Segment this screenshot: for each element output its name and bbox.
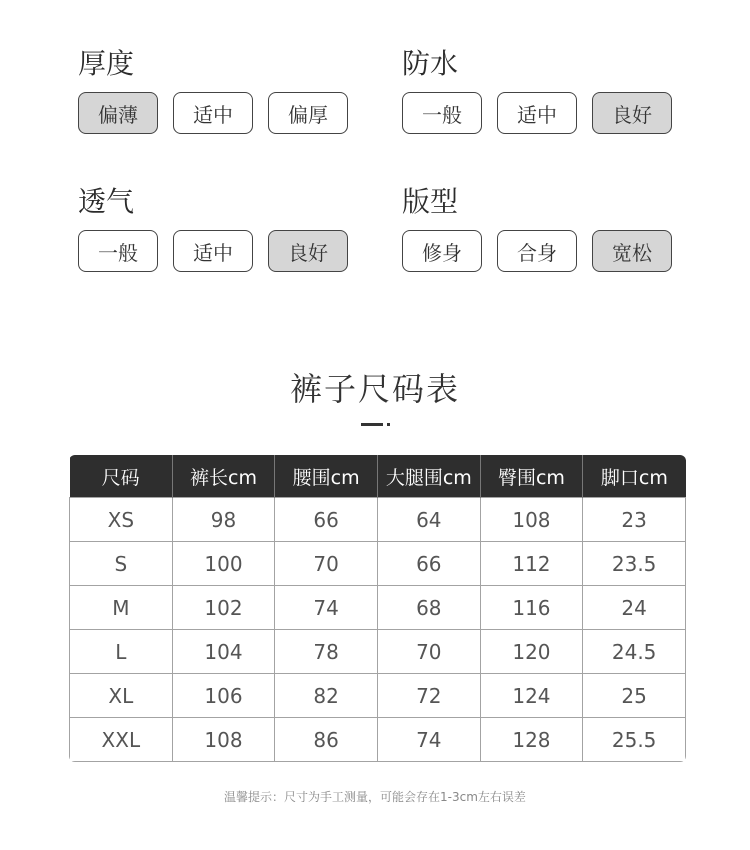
option-regular: 合身 [497, 230, 577, 272]
table-row [70, 498, 686, 542]
option-medium: 适中 [497, 92, 577, 134]
option-thin: 偏薄 [78, 92, 158, 134]
attribute-group-fit [402, 180, 682, 280]
header-thigh: 大腿围cm [377, 455, 480, 498]
table-row [70, 674, 686, 718]
option-medium: 适中 [173, 92, 253, 134]
table-cell: XXL [70, 718, 173, 762]
table-cell: XS [70, 498, 173, 542]
table-cell: 74 [377, 718, 480, 762]
table-cell: 106 [172, 674, 275, 718]
table-cell: 116 [480, 586, 583, 630]
table-cell: 74 [275, 586, 378, 630]
attribute-group-waterproof [402, 42, 682, 142]
attribute-group-thickness [78, 42, 358, 142]
attribute-title-waterproof: 防水 [402, 47, 459, 80]
table-cell: 24.5 [583, 630, 686, 674]
table-cell: 128 [480, 718, 583, 762]
table-cell: 120 [480, 630, 583, 674]
table-cell: 98 [172, 498, 275, 542]
header-hip: 臀围cm [480, 455, 583, 498]
table-cell: L [70, 630, 173, 674]
table-cell: 23 [583, 498, 686, 542]
table-cell: S [70, 542, 173, 586]
table-cell: 82 [275, 674, 378, 718]
attribute-title-breathability: 透气 [78, 185, 135, 218]
table-cell: 68 [377, 586, 480, 630]
table-row [70, 586, 686, 630]
header-leg-opening: 脚口cm [583, 455, 686, 498]
table-row [70, 542, 686, 586]
table-header-row [70, 455, 686, 498]
option-good: 良好 [268, 230, 348, 272]
table-cell: M [70, 586, 173, 630]
title-divider [361, 423, 383, 426]
table-cell: 102 [172, 586, 275, 630]
size-chart-table [69, 455, 686, 762]
table-cell: XL [70, 674, 173, 718]
table-cell: 72 [377, 674, 480, 718]
table-cell: 104 [172, 630, 275, 674]
option-average: 一般 [402, 92, 482, 134]
table-cell: 70 [275, 542, 378, 586]
table-cell: 25 [583, 674, 686, 718]
size-chart-title: 裤子尺码表 [289, 370, 460, 408]
table-row [70, 718, 686, 762]
table-cell: 78 [275, 630, 378, 674]
header-size: 尺码 [70, 455, 173, 498]
header-pants-length: 裤长cm [172, 455, 275, 498]
attribute-group-breathability [78, 180, 358, 280]
option-good: 良好 [592, 92, 672, 134]
table-cell: 25.5 [583, 718, 686, 762]
option-medium: 适中 [173, 230, 253, 272]
attribute-title-thickness: 厚度 [78, 47, 135, 80]
table-cell: 108 [480, 498, 583, 542]
option-loose: 宽松 [592, 230, 672, 272]
table-row [70, 630, 686, 674]
table-cell: 124 [480, 674, 583, 718]
table-cell: 108 [172, 718, 275, 762]
table-cell: 100 [172, 542, 275, 586]
table-cell: 112 [480, 542, 583, 586]
table-cell: 23.5 [583, 542, 686, 586]
table-cell: 24 [583, 586, 686, 630]
table-body [70, 498, 686, 762]
option-slim: 修身 [402, 230, 482, 272]
table-cell: 64 [377, 498, 480, 542]
table-cell: 66 [377, 542, 480, 586]
option-average: 一般 [78, 230, 158, 272]
table-cell: 70 [377, 630, 480, 674]
header-waist: 腰围cm [275, 455, 378, 498]
table-cell: 66 [275, 498, 378, 542]
option-thick: 偏厚 [268, 92, 348, 134]
attribute-title-fit: 版型 [402, 185, 459, 218]
measurement-note: 温馨提示：尺寸为手工测量，可能会存在1-3cm左右误差 [224, 790, 526, 804]
table-cell: 86 [275, 718, 378, 762]
title-divider-dot [387, 423, 390, 426]
